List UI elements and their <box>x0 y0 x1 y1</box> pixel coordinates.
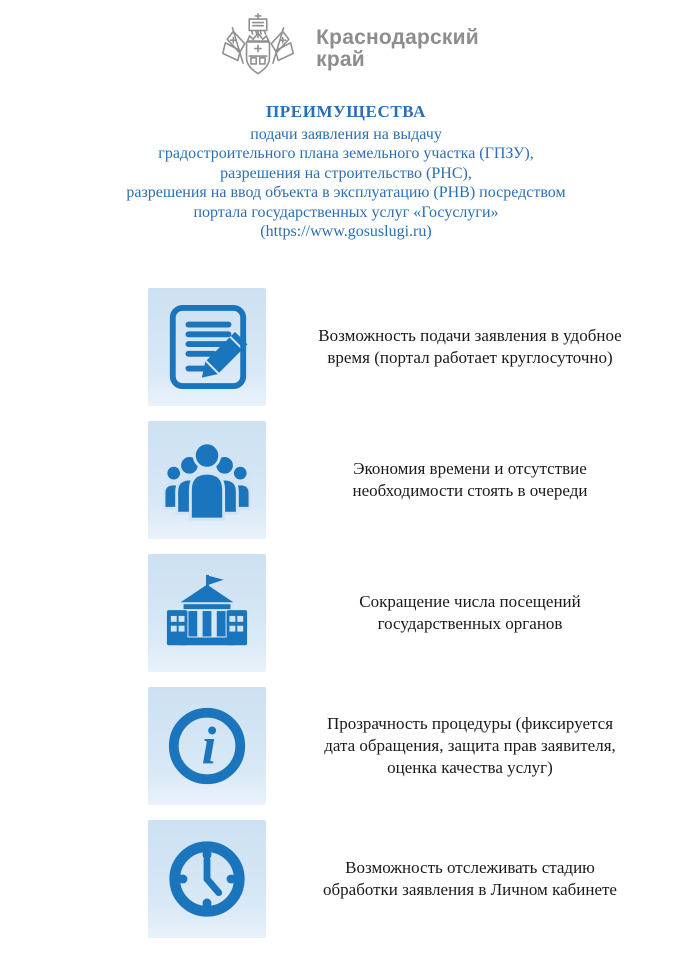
advantage-text: Сокращение числа посещений государственных органов <box>359 591 581 633</box>
region-name <box>316 27 479 72</box>
advantage-text: Прозрачность процедуры (фиксируется дата обращения, защита прав заявителя, оценка качества услуг) <box>324 713 616 777</box>
advantage-row <box>148 421 692 539</box>
region-name-line1: Краснодарский <box>316 25 479 49</box>
advantage-text: Возможность подачи заявления в удобное время (портал работает круглосуточно) <box>318 325 622 367</box>
region-name-line2: край <box>316 48 365 71</box>
advantage-row <box>148 288 692 406</box>
region-logo <box>0 0 692 86</box>
title-line: портала государственных услуг «Госуслуги» <box>193 203 499 221</box>
advantage-text: Возможность отслеживать стадию обработки заявления в Личном кабинете <box>323 857 617 899</box>
government-building-icon <box>163 569 251 657</box>
advantages-list <box>0 288 692 938</box>
title-line: подачи заявления на выдачу <box>250 125 442 143</box>
people-group-icon <box>163 436 251 524</box>
info-icon <box>163 702 251 790</box>
advantage-row <box>148 687 692 805</box>
svg-text:i: i <box>201 717 217 776</box>
document-pencil-icon <box>163 303 251 391</box>
icon-tile <box>148 288 266 406</box>
title-line: разрешения на ввод объекта в эксплуатацию (РНВ) посредством <box>126 184 566 201</box>
icon-tile <box>148 421 266 539</box>
page-title: ПРЕИМУЩЕСТВА <box>265 102 427 121</box>
advantage-row <box>148 820 692 938</box>
portal-url: (https://www.gosuslugi.ru) <box>260 223 432 240</box>
coat-of-arms-icon <box>213 12 303 86</box>
title-line: разрешения на строительство (РНС), <box>220 164 472 182</box>
title-block <box>0 102 692 242</box>
icon-tile <box>148 820 266 938</box>
clock-icon <box>163 835 251 923</box>
icon-tile <box>148 554 266 672</box>
advantage-text: Экономия времени и отсутствие необходимости стоять в очереди <box>352 458 588 500</box>
advantage-row <box>148 554 692 672</box>
title-line: градостроительного плана земельного участка (ГПЗУ), <box>158 145 534 162</box>
icon-tile <box>148 687 266 805</box>
